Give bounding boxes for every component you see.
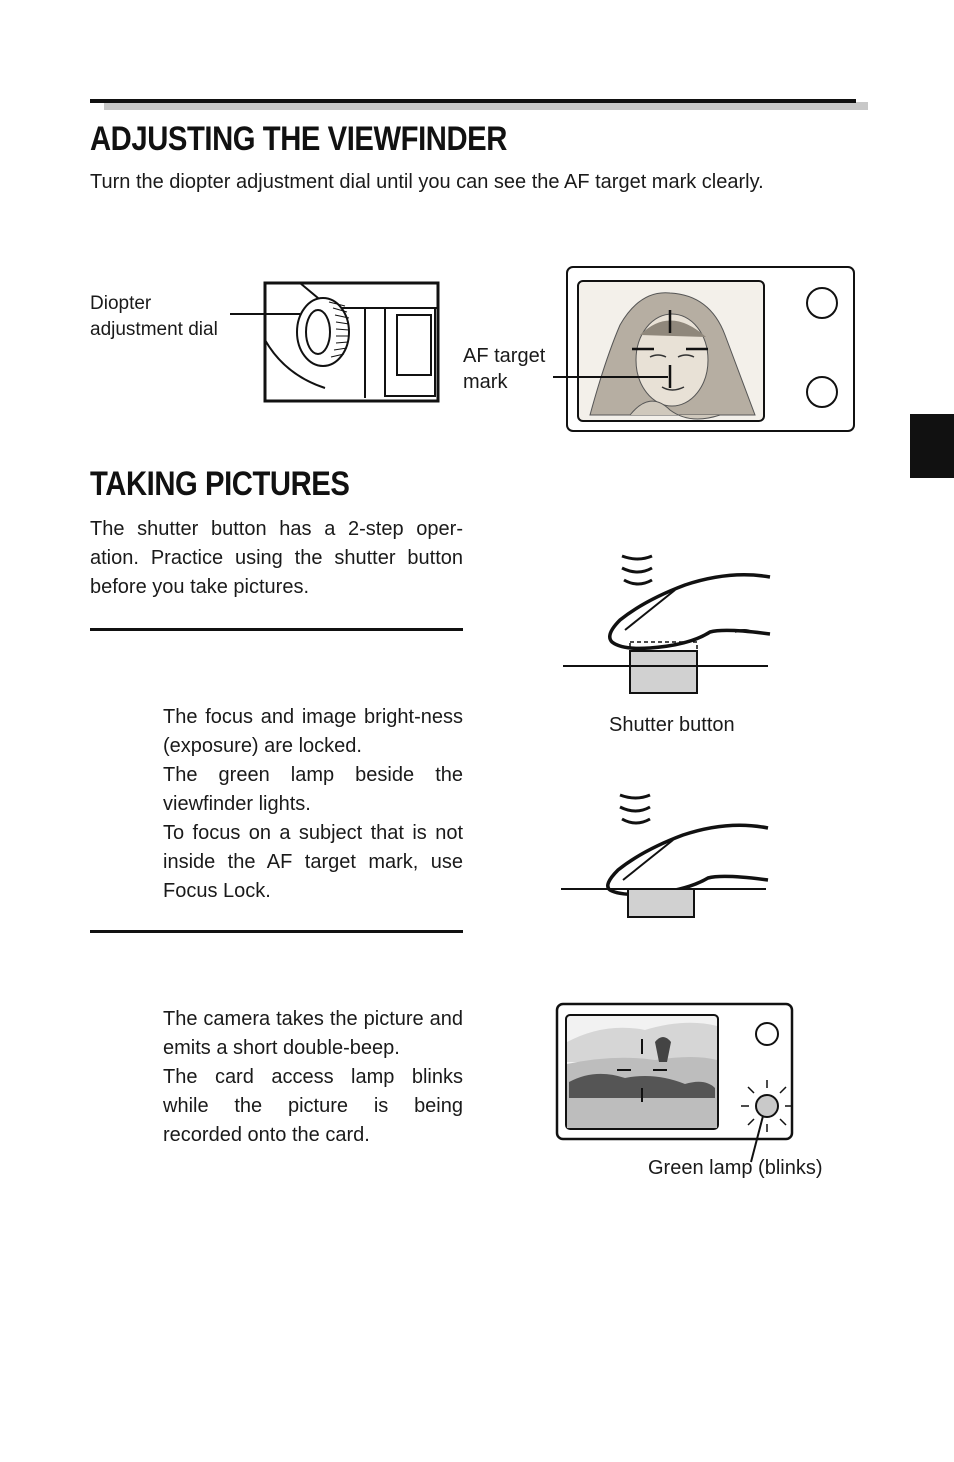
section-title-viewfinder: ADJUSTING THE VIEWFINDER bbox=[90, 120, 507, 158]
header-rule bbox=[90, 99, 856, 103]
diopter-label: Diopter adjustment dial bbox=[90, 293, 218, 340]
step2-rule bbox=[90, 930, 463, 933]
half-press-illustration bbox=[560, 550, 775, 700]
header-rule-shadow bbox=[104, 102, 868, 110]
chapter-tab bbox=[910, 414, 954, 478]
section-taking-pictures bbox=[90, 465, 392, 504]
section-title-taking-pictures: TAKING PICTURES bbox=[90, 465, 350, 503]
section-viewfinder bbox=[90, 120, 575, 159]
step1-rule bbox=[90, 628, 463, 631]
viewfinder-portrait-illustration bbox=[550, 265, 860, 435]
viewfinder-landscape-illustration bbox=[555, 1002, 800, 1142]
af-target-label: AF target mark bbox=[463, 345, 546, 393]
green-lamp-label: Green lamp (blinks) bbox=[648, 1157, 823, 1179]
step2-text: The camera takes the picture and emits a short double-beep. The card access lamp blinks while the picture is being recorded onto the card. bbox=[163, 1008, 463, 1146]
step1-text: The focus and image bright-ness (exposure) are locked. The green lamp beside the viewfinder lights. To focus on a subject that is not inside the AF target mark, use Focus Lock. bbox=[163, 706, 463, 902]
diopter-dial-illustration bbox=[225, 280, 445, 405]
full-press-illustration bbox=[558, 790, 773, 920]
shutter-button-label: Shutter button bbox=[609, 714, 735, 736]
taking-pictures-intro: The shutter button has a 2-step oper-ation. Practice using the shutter button before you take pictures. bbox=[90, 518, 463, 598]
viewfinder-intro: Turn the diopter adjustment dial until you can see the AF target mark clearly. bbox=[90, 171, 764, 193]
